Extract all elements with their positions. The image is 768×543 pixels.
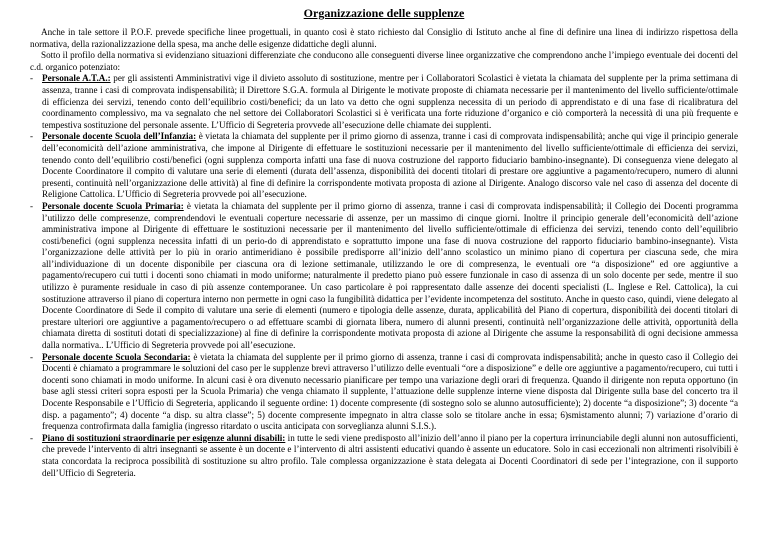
item-text: per gli assistenti Amministrativi vige il divieto assoluto di sostituzione, mentre per i Collaboratori Scolastici è vietata la chiamata del supplente per la prima settimana di assenza, tranne i casi di comprovata indispensabilità; il Direttore S.G.A. formula al Dirigente le motivate proposte di chiamata necessarie per il mantenimento del livello sufficiente/ottimale di efficienza dei servizi, tenendo conto dell’equilibrio costi/benefici; da un lato va detto che ogni supplenza necessita di un periodo di apprendistato e di una fase di ricalibratura del coordinamento complessivo, ma va segnalato che nel settore dei Collaboratori Scolastici si è verificata una forte riduzione d’organico e ciò comporterà la necessità di una più frequente e tempestiva sostituzione del personale assente. L’Ufficio di Segreteria provvede all’esecuzione delle chiamate dei supplenti. (42, 73, 738, 130)
list-item-personale-ata (30, 73, 738, 131)
document-title: Organizzazione delle supplenze (303, 6, 465, 20)
item-text: è vietata la chiamata del supplente per il primo giorno di assenza, tranne i casi di comprovata indispensabilità; anche in questo caso il Collegio dei Docenti è chiamato a programmare le soluzioni del caso per le supplenze brevi attraverso l’utilizzo delle eventuali “ore a disposizione” e delle ore aggiuntive a pagamento/recupero, cui tutti i docenti sono chiamati in modo uniforme. In alcuni casi è ora divenuto necessario pianificare per tempo una variazione degli orari di frequenza. Quando il dirigente non reputa opportuno (in base agli stessi criteri sopra esposti per la Scuola Primaria) che venga chiamato il supplente, l’attuazione delle supplenze interne viene disposta dal Dirigente sulla base del concerto tra il Docente Responsabile e l’Ufficio di Segreteria, applicando il seguente ordine: 1) docente compresente (di sostegno solo se alunno autosufficiente); 2) docente “a disposizione”; 3) docente “a disp. a pagamento”; 4) docente “a disp. su altra classe”; 5) docente compresente impegnato in altra classe solo se titolare anche in essa; 6)smistamento alunni; 7) variazione d’orario di frequenza controfirmata dalla famiglia (ingresso ritardato o uscita anticipata con sorveglianza alunni S.I.S.). (42, 351, 738, 432)
list-dash: - (30, 200, 34, 211)
item-label: Personale docente Scuola Primaria: (42, 200, 184, 211)
item-label: Personale A.T.A.: (42, 73, 111, 84)
item-label: Piano di sostituzioni straordinarie per esigenze alunni disabili: (42, 432, 286, 443)
item-label: Personale docente Scuola dell’Infanzia: (42, 131, 197, 142)
list-dash: - (30, 131, 34, 142)
item-text: in tutte le sedi viene predisposto all’inizio dell’anno il piano per la copertura irrinunciabile degli alunni non autosufficienti, che prevede l’intervento di altri insegnanti se assente è un docente e l’intervento di altri assistenti educativi quando è assente un educatore. Solo in casi eccezionali non altrimenti risolvibili è stata concordata la reciproca possibilità di sostituzione su altro profilo. Tale complessa organizzazione è stata delegata ai Docenti Coordinatori di sede per l’integrazione, con il supporto dell’Ufficio di Segreteria. (42, 432, 738, 478)
item-text: è vietata la chiamata del supplente per il primo giorno di assenza, tranne i casi di comprovata indispensabilità; il Collegio dei Docenti programma l’utilizzo delle compresenze, comprendendovi le eventuali coperture necessarie di assenze, per un massimo di cinque giorni. Inoltre il principio generale dell’economicità dell’azione amministrativa impone al Dirigente di effettuare le sostituzioni necessarie per il mantenimento del livello sufficiente/ottimale di efficienza dei servizi, tenendo conto dell’equilibrio costi/benefici (ogni supplenza necessita infatti di un perio-do di apprendistato e soprattutto impone una fase di nuova costruzione del rapporto fiduciario bambino-insegnante). Vista l’organizzazione delle attività per lo più in orario antimeridiano è possibile predisporre all’inizio dell’anno scolastico un minimo piano di copertura per ciascuna sede, che mira all’individuazione di un docente disponibile per ciascuna ora di lezione settimanale, utilizzando le ore di compresenza, le eventuali ore “a disposizione” ed ore aggiuntive a pagamento/recupero cui tutti i docenti sono chiamati in modo uniforme; naturalmente il predetto piano può essere funzionale in caso di assenza di un solo docente per sede, mentre il suo utilizzo è puramente residuale in caso di più assenze contemporanee. Un caso particolare è poi rappresentato dalle assenze dei docenti specialisti (L. Inglese e Rel. Cattolica), la cui sostituzione attraverso il piano di copertura interno non permette in ogni caso la fungibilità didattica per l’evidente incompetenza del sostituto. Anche in questo caso, quindi, viene delegato al Docente Coordinatore di Sede il compito di valutare una serie di elementi (numero e tipologia delle assenze, durata, applicabilità del Piano di copertura, disponibilità dei docenti titolari di prestare ulteriori ore aggiuntive a pagamento/recupero o ad effettuare scambi di giornata libera, numero di alunni presenti, continuità nell’organizzazione delle attività, opportunità della chiamata diretta di sostituti dotati di specializzazione) al fine di definire la corrispondente motivata proposta di azione al Dirigente che assume la responsabilità di ogni decisione ammessa dalla normativa.. L’Ufficio di Segreteria provvede poi all’esecuzione. (42, 200, 738, 351)
item-label: Personale docente Scuola Secondaria: (42, 351, 191, 362)
list-item-scuola-infanzia (30, 131, 738, 201)
intro-paragraph: Anche in tale settore il P.O.F. prevede specifiche linee progettuali, in quanto così è stato richiesto dal Consiglio di Istituto anche al fine di definire una linea di indirizzo rispettosa della normativa, della razionalizzazione della spesa, ma anche delle esigenze didattiche degli alunni. (30, 27, 738, 49)
list-item-scuola-secondaria (30, 352, 738, 433)
list-item-scuola-primaria (30, 201, 738, 352)
list-dash: - (30, 351, 34, 362)
list-item-alunni-disabili (30, 433, 738, 479)
item-text: è vietata la chiamata del supplente per il primo giorno di assenza, tranne i casi di comprovata indispensabilità; anche qui vige il principio generale dell’economicità dell’azione amministrativa, che impone al Dirigente di effettuare le sostituzioni necessarie per il mantenimento del livello sufficiente/ottimale di efficienza dei servizi, tenendo conto dell’equilibrio costi/benefici (ogni supplenza comporta infatti una fase di nuova costruzione del rapporto fiduciario bambino-insegnante). Di conseguenza viene delegato al Docente Coordinatore il compito di valutare una serie di elementi (durata dell’assenza, disponibilità dei docenti titolari di prestare ore aggiuntive a pagamento/recupero, numero di alunni presenti, continuità nell’organizzazione delle attività) al fine di definire la corrispondente motivata proposta di azione al Dirigente. Analogo discorso vale nel caso di assenza del docente di Religione Cattolica. L’Ufficio di Segreteria provvede poi all’esecuzione. (42, 131, 739, 200)
section-list (30, 73, 738, 479)
intro-paragraph: Sotto il profilo della normativa si evidenziano situazioni differenziate che conducono alle conseguenti diverse linee organizzative che comprendono anche l’impiego eventuale dei docenti del c.d. organico potenziato: (30, 50, 738, 72)
list-dash: - (30, 432, 34, 443)
list-dash: - (30, 73, 34, 84)
